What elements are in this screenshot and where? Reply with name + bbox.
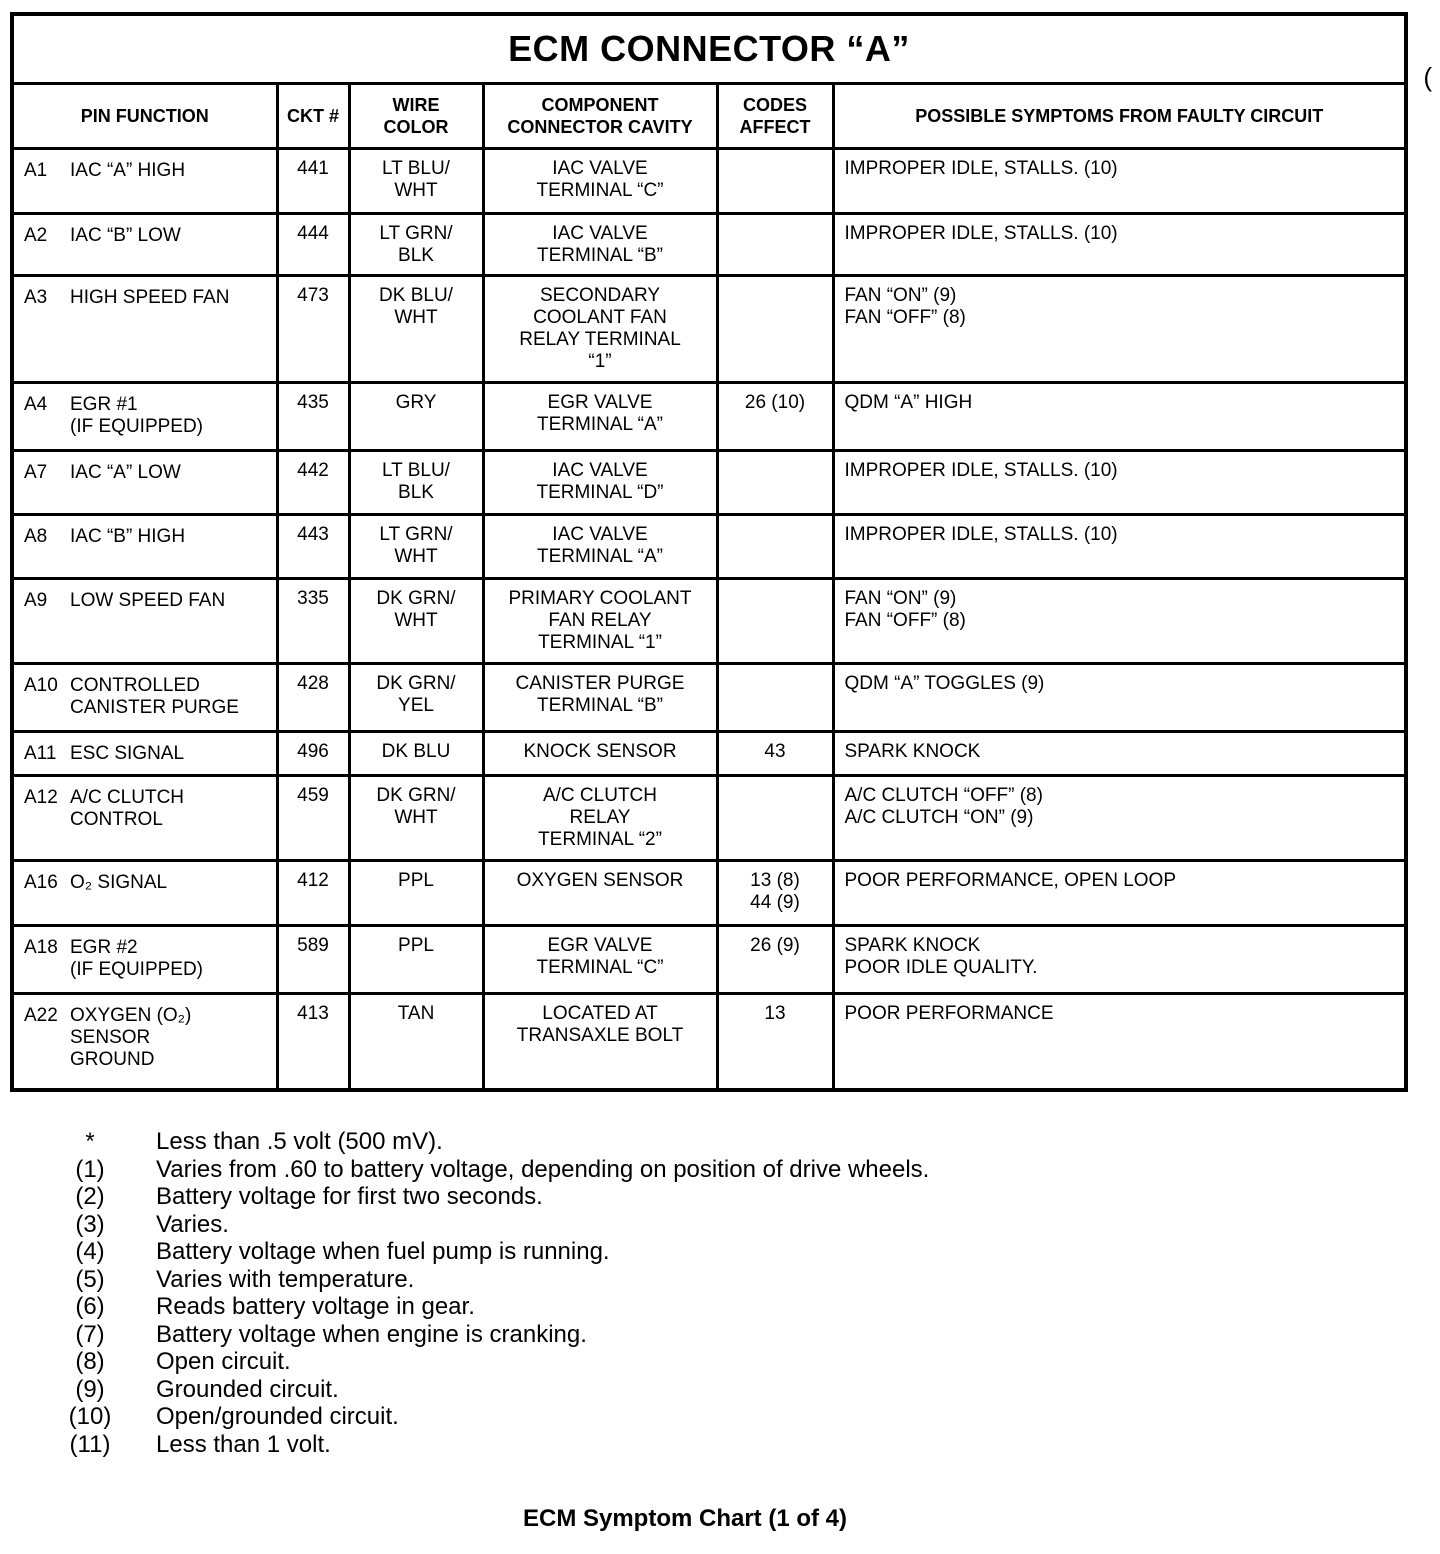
component-cavity: IAC VALVE TERMINAL “D” bbox=[483, 451, 717, 515]
component-cavity: LOCATED AT TRANSAXLE BOLT bbox=[483, 994, 717, 1090]
wire-color: GRY bbox=[349, 383, 483, 451]
pin-function: OXYGEN (O₂) SENSOR GROUND bbox=[70, 1005, 192, 1070]
ckt-number: 473 bbox=[277, 276, 349, 383]
wire-color: DK GRN/ WHT bbox=[349, 776, 483, 861]
header-ckt: CKT # bbox=[277, 84, 349, 149]
pin-id: A22 bbox=[24, 1005, 58, 1026]
pin-function-cell bbox=[12, 515, 277, 579]
pin-function-cell bbox=[12, 861, 277, 926]
footnote bbox=[60, 1403, 1160, 1431]
footnote-text: Open/grounded circuit. bbox=[156, 1403, 399, 1430]
ckt-number: 444 bbox=[277, 214, 349, 276]
ckt-number: 589 bbox=[277, 926, 349, 994]
header-wire-color: WIRE COLOR bbox=[349, 84, 483, 149]
table-title: ECM CONNECTOR “A” bbox=[12, 14, 1406, 84]
ckt-number: 459 bbox=[277, 776, 349, 861]
pin-function: IAC “A” HIGH bbox=[70, 160, 186, 181]
ckt-number: 435 bbox=[277, 383, 349, 451]
footnote-mark: (5) bbox=[75, 1265, 105, 1293]
footnote-text: Varies with temperature. bbox=[156, 1265, 415, 1293]
ckt-number: 496 bbox=[277, 732, 349, 776]
component-cavity: EGR VALVE TERMINAL “C” bbox=[483, 926, 717, 994]
wire-color: PPL bbox=[349, 926, 483, 994]
footnote-mark: (11) bbox=[69, 1430, 111, 1458]
wire-color: LT GRN/ WHT bbox=[349, 515, 483, 579]
table-row bbox=[12, 861, 1406, 926]
possible-symptoms: POOR PERFORMANCE, OPEN LOOP bbox=[833, 861, 1406, 926]
pin-function: CONTROLLED CANISTER PURGE bbox=[70, 675, 239, 718]
header-component: COMPONENT CONNECTOR CAVITY bbox=[483, 84, 717, 149]
codes-affect bbox=[717, 451, 833, 515]
pin-function-cell bbox=[12, 214, 277, 276]
footnote-mark: (3) bbox=[75, 1210, 105, 1238]
footnote-mark: (6) bbox=[75, 1293, 105, 1320]
ckt-number: 412 bbox=[277, 861, 349, 926]
pin-function-cell bbox=[12, 994, 277, 1090]
component-cavity: OXYGEN SENSOR bbox=[483, 861, 717, 926]
footnote bbox=[60, 1266, 1160, 1294]
pin-id: A11 bbox=[24, 743, 57, 764]
pin-function-cell bbox=[12, 776, 277, 861]
footnotes bbox=[60, 1128, 1160, 1458]
ckt-number: 442 bbox=[277, 451, 349, 515]
ecm-connector-table bbox=[10, 12, 1408, 1092]
component-cavity: IAC VALVE TERMINAL “A” bbox=[483, 515, 717, 579]
footnote bbox=[60, 1321, 1160, 1349]
table-row bbox=[12, 776, 1406, 861]
possible-symptoms: IMPROPER IDLE, STALLS. (10) bbox=[833, 451, 1406, 515]
possible-symptoms: SPARK KNOCK POOR IDLE QUALITY. bbox=[833, 926, 1406, 994]
footnote-text: Varies from .60 to battery voltage, depending on position of drive wheels. bbox=[156, 1155, 930, 1183]
footnote-mark: (7) bbox=[75, 1320, 105, 1348]
table-row bbox=[12, 732, 1406, 776]
pin-id: A7 bbox=[24, 462, 48, 483]
codes-affect: 13 (8) 44 (9) bbox=[717, 861, 833, 926]
footnote-text: Open circuit. bbox=[156, 1348, 291, 1375]
pin-id: A16 bbox=[24, 872, 58, 893]
pin-function-cell bbox=[12, 579, 277, 664]
ckt-number: 428 bbox=[277, 664, 349, 732]
pin-id: A3 bbox=[24, 287, 48, 308]
wire-color: LT BLU/ WHT bbox=[349, 149, 483, 214]
pin-id: A8 bbox=[24, 526, 48, 547]
table-row bbox=[12, 276, 1406, 383]
pin-id: A9 bbox=[24, 590, 48, 611]
footnote-text: Varies. bbox=[156, 1210, 229, 1238]
table-row bbox=[12, 383, 1406, 451]
footnote-mark: (10) bbox=[68, 1403, 112, 1430]
footnote bbox=[60, 1376, 1160, 1404]
chart-caption: ECM Symptom Chart (1 of 4) bbox=[522, 1505, 848, 1532]
footnote-text: Battery voltage when fuel pump is running. bbox=[156, 1238, 610, 1265]
wire-color: PPL bbox=[349, 861, 483, 926]
codes-affect bbox=[717, 276, 833, 383]
codes-affect bbox=[717, 664, 833, 732]
wire-color: TAN bbox=[349, 994, 483, 1090]
codes-affect bbox=[717, 776, 833, 861]
ckt-number: 441 bbox=[277, 149, 349, 214]
possible-symptoms: IMPROPER IDLE, STALLS. (10) bbox=[833, 149, 1406, 214]
footnote bbox=[60, 1348, 1160, 1376]
possible-symptoms: QDM “A” TOGGLES (9) bbox=[833, 664, 1406, 732]
component-cavity: KNOCK SENSOR bbox=[483, 732, 717, 776]
pin-id: A10 bbox=[24, 675, 58, 696]
footnote bbox=[60, 1431, 1160, 1459]
pin-function-cell bbox=[12, 276, 277, 383]
footnote-text: Reads battery voltage in gear. bbox=[156, 1293, 475, 1320]
pin-function-cell bbox=[12, 664, 277, 732]
footnote bbox=[60, 1211, 1160, 1239]
footnote-mark: (9) bbox=[75, 1375, 105, 1403]
footnote-text: Less than 1 volt. bbox=[156, 1430, 331, 1458]
codes-affect bbox=[717, 149, 833, 214]
codes-affect: 43 bbox=[717, 732, 833, 776]
possible-symptoms: FAN “ON” (9) FAN “OFF” (8) bbox=[833, 579, 1406, 664]
footnote-text: Grounded circuit. bbox=[156, 1375, 339, 1403]
footnote-text: Less than .5 volt (500 mV). bbox=[156, 1128, 443, 1155]
wire-color: DK BLU/ WHT bbox=[349, 276, 483, 383]
pin-function: HIGH SPEED FAN bbox=[70, 287, 230, 308]
table-row bbox=[12, 515, 1406, 579]
ckt-number: 413 bbox=[277, 994, 349, 1090]
codes-affect bbox=[717, 579, 833, 664]
possible-symptoms: SPARK KNOCK bbox=[833, 732, 1406, 776]
ckt-number: 335 bbox=[277, 579, 349, 664]
possible-symptoms: IMPROPER IDLE, STALLS. (10) bbox=[833, 214, 1406, 276]
component-cavity: PRIMARY COOLANT FAN RELAY TERMINAL “1” bbox=[483, 579, 717, 664]
footnote-mark: (4) bbox=[75, 1238, 105, 1265]
table-row bbox=[12, 994, 1406, 1090]
pin-function-cell bbox=[12, 451, 277, 515]
pin-function: EGR #1 (IF EQUIPPED) bbox=[70, 394, 204, 437]
table-row bbox=[12, 451, 1406, 515]
pin-id: A18 bbox=[24, 937, 58, 958]
component-cavity: A/C CLUTCH RELAY TERMINAL “2” bbox=[483, 776, 717, 861]
possible-symptoms: IMPROPER IDLE, STALLS. (10) bbox=[833, 515, 1406, 579]
table-row bbox=[12, 149, 1406, 214]
pin-function-cell bbox=[12, 149, 277, 214]
pin-function: IAC “B” LOW bbox=[70, 225, 181, 246]
pin-function-cell bbox=[12, 732, 277, 776]
footnote-mark: (2) bbox=[75, 1183, 105, 1210]
table-row bbox=[12, 579, 1406, 664]
pin-function: IAC “B” HIGH bbox=[70, 526, 186, 547]
possible-symptoms: POOR PERFORMANCE bbox=[833, 994, 1406, 1090]
pin-id: A2 bbox=[24, 225, 48, 246]
pin-function: A/C CLUTCH CONTROL bbox=[70, 787, 185, 830]
pin-function: IAC “A” LOW bbox=[70, 462, 181, 483]
pin-function: EGR #2 (IF EQUIPPED) bbox=[70, 937, 204, 980]
footnote-text: Battery voltage when engine is cranking. bbox=[156, 1320, 587, 1348]
wire-color: LT GRN/ BLK bbox=[349, 214, 483, 276]
component-cavity: EGR VALVE TERMINAL “A” bbox=[483, 383, 717, 451]
footnote bbox=[60, 1156, 1160, 1184]
wire-color: DK GRN/ WHT bbox=[349, 579, 483, 664]
table-body bbox=[12, 149, 1406, 1090]
codes-affect: 13 bbox=[717, 994, 833, 1090]
ckt-number: 443 bbox=[277, 515, 349, 579]
header-pin-function: PIN FUNCTION bbox=[12, 84, 277, 149]
pin-function-cell bbox=[12, 383, 277, 451]
pin-id: A12 bbox=[24, 787, 58, 808]
component-cavity: SECONDARY COOLANT FAN RELAY TERMINAL “1” bbox=[483, 276, 717, 383]
footnote bbox=[60, 1238, 1160, 1266]
footnote bbox=[60, 1183, 1160, 1211]
codes-affect bbox=[717, 515, 833, 579]
wire-color: DK BLU bbox=[349, 732, 483, 776]
header-symptoms: POSSIBLE SYMPTOMS FROM FAULTY CIRCUIT bbox=[833, 84, 1406, 149]
pin-function-cell bbox=[12, 926, 277, 994]
possible-symptoms: FAN “ON” (9) FAN “OFF” (8) bbox=[833, 276, 1406, 383]
footnote bbox=[60, 1128, 1160, 1156]
footnote-mark: (8) bbox=[75, 1348, 105, 1375]
codes-affect: 26 (10) bbox=[717, 383, 833, 451]
codes-affect bbox=[717, 214, 833, 276]
component-cavity: IAC VALVE TERMINAL “B” bbox=[483, 214, 717, 276]
pin-function: ESC SIGNAL bbox=[70, 743, 185, 764]
footnote-text: Battery voltage for first two seconds. bbox=[156, 1183, 543, 1210]
pin-id: A1 bbox=[24, 160, 48, 181]
pin-id: A4 bbox=[24, 394, 48, 415]
pin-function: LOW SPEED FAN bbox=[70, 590, 226, 611]
table-row bbox=[12, 214, 1406, 276]
table-row bbox=[12, 926, 1406, 994]
wire-color: DK GRN/ YEL bbox=[349, 664, 483, 732]
possible-symptoms: QDM “A” HIGH bbox=[833, 383, 1406, 451]
header-codes: CODES AFFECT bbox=[717, 84, 833, 149]
table-row bbox=[12, 664, 1406, 732]
edge-mark: ( bbox=[1423, 62, 1432, 92]
component-cavity: IAC VALVE TERMINAL “C” bbox=[483, 149, 717, 214]
component-cavity: CANISTER PURGE TERMINAL “B” bbox=[483, 664, 717, 732]
codes-affect: 26 (9) bbox=[717, 926, 833, 994]
wire-color: LT BLU/ BLK bbox=[349, 451, 483, 515]
footnote-mark: * bbox=[85, 1128, 95, 1155]
footnote bbox=[60, 1293, 1160, 1321]
pin-function: O₂ SIGNAL bbox=[70, 872, 168, 893]
possible-symptoms: A/C CLUTCH “OFF” (8) A/C CLUTCH “ON” (9) bbox=[833, 776, 1406, 861]
footnote-mark: (1) bbox=[75, 1155, 105, 1183]
